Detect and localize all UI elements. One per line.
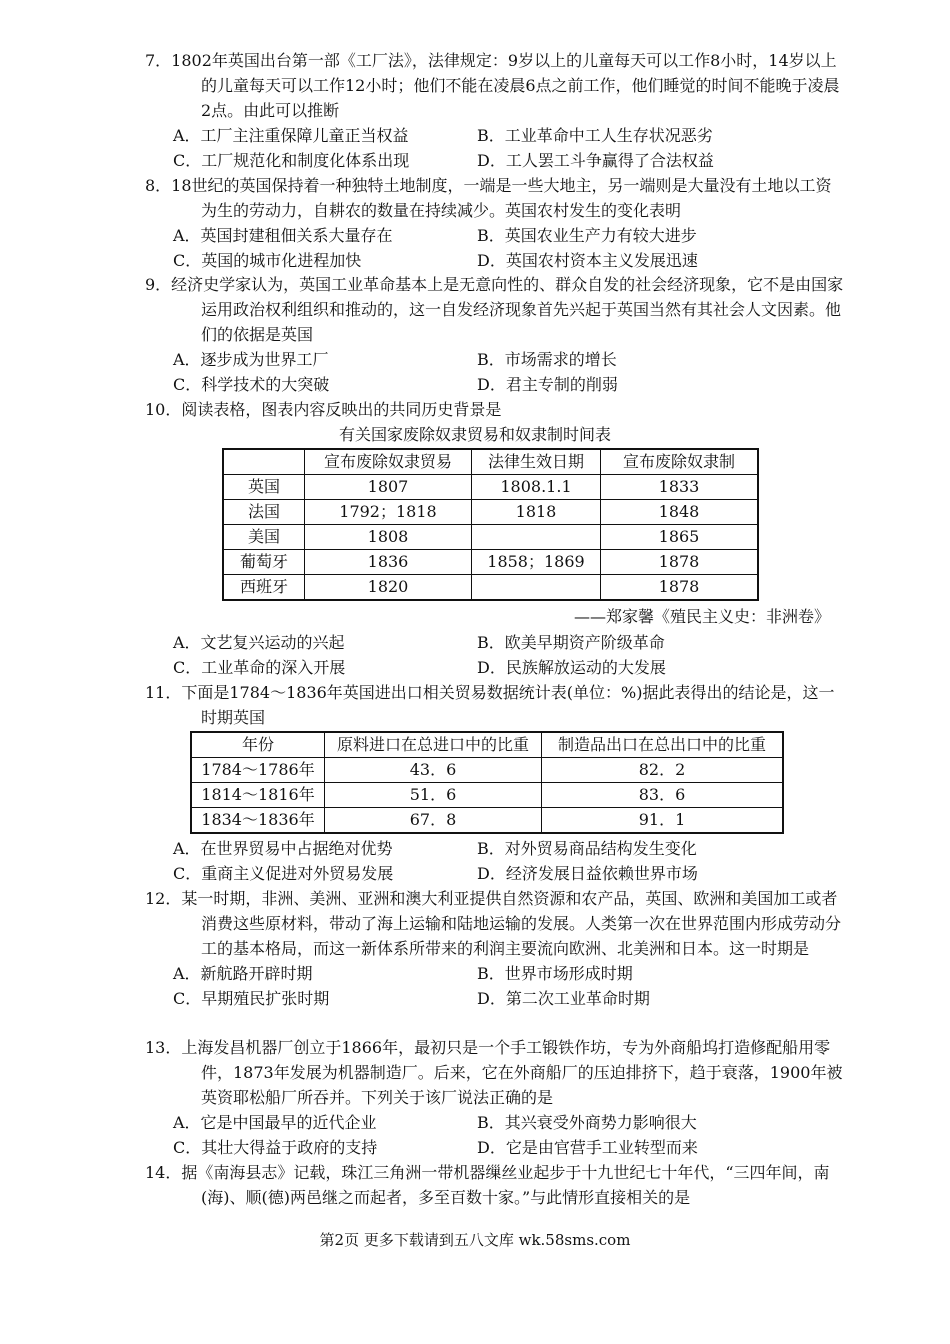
question-10 (145, 397, 845, 422)
option-c: C．早期殖民扩张时期 (173, 989, 330, 1008)
table-cell: 1878 (601, 550, 759, 575)
table-cell: 1865 (601, 525, 759, 550)
question-14 (145, 1160, 845, 1210)
table-cell: 1808.1.1 (472, 475, 601, 500)
table-cell: 美国 (223, 525, 305, 550)
table-cell: 91．1 (542, 808, 784, 834)
table-header (223, 449, 305, 475)
table-caption: 有关国家废除奴隶贸易和奴隶制时间表 (338, 425, 611, 444)
option-b: B．市场需求的增长 (477, 350, 617, 369)
table-cell (472, 575, 601, 601)
option-c: C．英国的城市化进程加快 (173, 251, 362, 270)
options-row (173, 655, 845, 680)
question-11 (145, 680, 845, 730)
table-header: 法律生效日期 (472, 449, 601, 475)
option-d: D．君主专制的削弱 (477, 375, 618, 394)
table-row (223, 500, 758, 525)
table-row (191, 783, 783, 808)
table-row (223, 575, 758, 601)
option-d: D．英国农村资本主义发展迅速 (477, 251, 698, 270)
option-c: C．重商主义促进对外贸易发展 (173, 864, 394, 883)
question-stem: 9．经济史学家认为，英国工业革命基本上是无意向性的、群众自发的社会经济现象，它不是由国家运用政治权利组织和推动的，这一自发经济现象首先兴起于英国当然有其社会人文因素。他们的依据是英国 (145, 275, 844, 344)
option-c: C．科学技术的大突破 (173, 375, 330, 394)
option-b: B．对外贸易商品结构发生变化 (477, 839, 697, 858)
table-cell: 英国 (223, 475, 305, 500)
table-cell: 82．2 (542, 758, 784, 783)
table-header: 原料进口在总进口中的比重 (325, 732, 542, 758)
table-header-row (191, 732, 783, 758)
options-row (173, 248, 845, 273)
table-cell: 1858；1869 (472, 550, 601, 575)
option-d: D．经济发展日益依赖世界市场 (477, 864, 698, 883)
table-header-row (223, 449, 758, 475)
question-stem: 10．阅读表格，图表内容反映出的共同历史背景是 (145, 400, 502, 419)
table-cell: 43．6 (325, 758, 542, 783)
option-a: A．文艺复兴运动的兴起 (173, 633, 345, 652)
options-row (173, 961, 845, 986)
options-row (173, 372, 845, 397)
table-header: 制造品出口在总出口中的比重 (542, 732, 784, 758)
table-source: ——郑家馨《殖民主义史：非洲卷》 (573, 607, 830, 626)
options-row (173, 148, 845, 173)
option-d: D．它是由官营手工业转型而来 (477, 1138, 698, 1157)
options-row (173, 630, 845, 655)
option-b: B．世界市场形成时期 (477, 964, 633, 983)
option-b: B．其兴衰受外商势力影响很大 (477, 1113, 697, 1132)
table-row (223, 525, 758, 550)
table-row (223, 475, 758, 500)
table-header: 年份 (191, 732, 325, 758)
question-stem: 8．18世纪的英国保持着一种独特土地制度，一端是一些大地主，另一端则是大量没有土地以工资为生的劳动力，自耕农的数量在持续减少。英国农村发生的变化表明 (145, 176, 832, 220)
option-a: A．新航路开辟时期 (173, 964, 313, 983)
options-row (173, 123, 845, 148)
options-row (173, 986, 845, 1011)
question-stem: 14．据《南海县志》记载，珠江三角洲一带机器缫丝业起步于十九世纪七十年代，“三四年间，南(海)、顺(德)两邑继之而起者，多至百数十家。”与此情形直接相关的是 (145, 1163, 830, 1207)
option-c: C．工厂规范化和制度化体系出现 (173, 151, 410, 170)
table-cell: 1878 (601, 575, 759, 601)
question-9 (145, 272, 845, 397)
trade-table (190, 731, 784, 834)
table-cell: 1818 (472, 500, 601, 525)
table-cell: 1808 (305, 525, 472, 550)
table-cell: 葡萄牙 (223, 550, 305, 575)
table-cell: 83．6 (542, 783, 784, 808)
table-cell: 西班牙 (223, 575, 305, 601)
option-d: D．第二次工业革命时期 (477, 989, 650, 1008)
table-cell: 1833 (601, 475, 759, 500)
question-12 (145, 886, 845, 1011)
question-stem: 12．某一时期，非洲、美洲、亚洲和澳大利亚提供自然资源和农产品，英国、欧洲和美国加工或者消费这些原材料，带动了海上运输和陆地运输的发展。人类第一次在世界范围内形成劳动分工的基本格局，而这一新体系所带来的利润主要流向欧洲、北美洲和日本。这一时期是 (145, 889, 842, 958)
table-cell: 1807 (305, 475, 472, 500)
options-row (173, 1110, 845, 1135)
table-cell: 1814～1816年 (191, 783, 325, 808)
options-row (173, 347, 845, 372)
question-stem: 13．上海发昌机器厂创立于1866年，最初只是一个手工锻铁作坊，专为外商船坞打造修配船用零件，1873年发展为机器制造厂。后来，它在外商船厂的压迫排挤下，趋于衰落，1900年被英资耶松船厂所吞并。下列关于该厂说法正确的是 (145, 1038, 843, 1107)
table-cell: 1834～1836年 (191, 808, 325, 834)
table-cell: 法国 (223, 500, 305, 525)
question-stem: 11．下面是1784～1836年英国进出口相关贸易数据统计表(单位：%)据此表得出的结论是，这一时期英国 (145, 683, 835, 727)
table-cell: 1848 (601, 500, 759, 525)
question-8 (145, 173, 845, 273)
table-cell: 1836 (305, 550, 472, 575)
option-a: A．英国封建租佃关系大量存在 (173, 226, 393, 245)
table-cell: 1784～1786年 (191, 758, 325, 783)
options-row (173, 1135, 845, 1160)
table-header: 宣布废除奴隶贸易 (305, 449, 472, 475)
option-a: A．在世界贸易中占据绝对优势 (173, 839, 393, 858)
question-stem: 7．1802年英国出台第一部《工厂法》，法律规定：9岁以上的儿童每天可以工作8小时，14岁以上的儿童每天可以工作12小时；他们不能在凌晨6点之前工作，他们睡觉的时间不能晚于凌晨2点。由此可以推断 (145, 51, 840, 120)
question-13 (145, 1035, 845, 1160)
options-row (173, 836, 845, 861)
abolition-table (222, 448, 759, 601)
question-10-options (145, 630, 845, 680)
table-cell: 1820 (305, 575, 472, 601)
table-cell (472, 525, 601, 550)
option-b: B．英国农业生产力有较大进步 (477, 226, 697, 245)
table-cell: 51．6 (325, 783, 542, 808)
table-cell: 67．8 (325, 808, 542, 834)
option-b: B．欧美早期资产阶级革命 (477, 633, 665, 652)
question-11-options (145, 836, 845, 886)
option-d: D．工人罢工斗争赢得了合法权益 (477, 151, 714, 170)
question-7 (145, 48, 845, 173)
option-a: A．它是中国最早的近代企业 (173, 1113, 377, 1132)
option-c: C．工业革命的深入开展 (173, 658, 346, 677)
option-a: A．逐步成为世界工厂 (173, 350, 329, 369)
table-row (223, 550, 758, 575)
option-c: C．其壮大得益于政府的支持 (173, 1138, 378, 1157)
option-d: D．民族解放运动的大发展 (477, 658, 666, 677)
table-header: 宣布废除奴隶制 (601, 449, 759, 475)
table-cell: 1792；1818 (305, 500, 472, 525)
options-row (173, 861, 845, 886)
option-a: A．工厂主注重保障儿童正当权益 (173, 126, 409, 145)
table-row (191, 808, 783, 834)
table-row (191, 758, 783, 783)
option-b: B．工业革命中工人生存状况恶劣 (477, 126, 713, 145)
options-row (173, 223, 845, 248)
page-footer: 第2页 更多下载请到五八文库 wk.58sms.com (319, 1231, 631, 1249)
